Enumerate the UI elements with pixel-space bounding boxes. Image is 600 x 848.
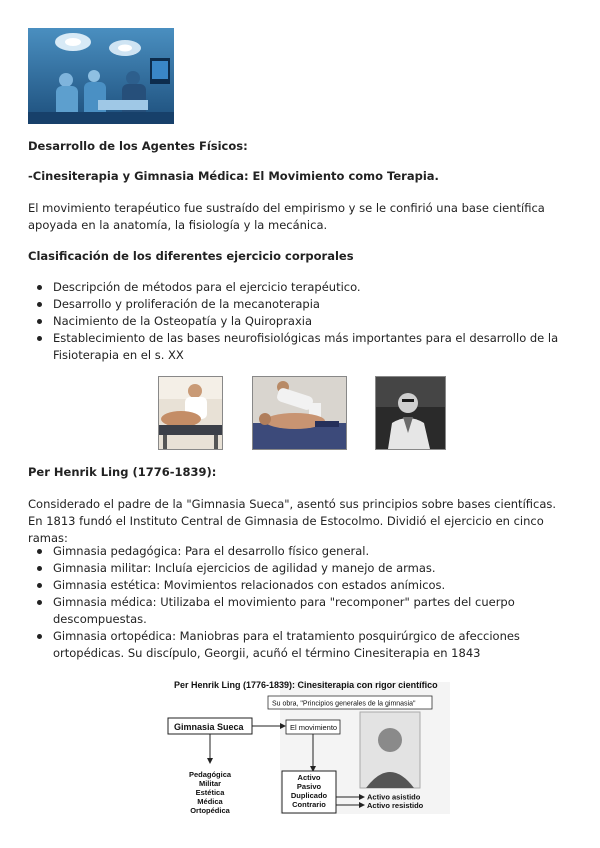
ling-portrait-head [378,728,402,752]
list-item: Nacimiento de la Osteopatía y la Quiropraxia [28,313,563,330]
list-item: Gimnasia ortopédica: Maniobras para el tratamiento posquirúrgico de afecciones ortopédicas. Su discípulo, Georgii, acuñó el término Cinesiterapia en 1843 [28,628,563,662]
diagram-title: Per Henrik Ling (1776-1839): Cinesiterapia con rigor científico [174,680,438,690]
branches-list [28,543,563,662]
branch-label: Médica [197,797,223,806]
heading-cinesiterapia: -Cinesiterapia y Gimnasia Médica: El Movimiento como Terapia. [28,169,439,183]
branch-label: Estética [195,788,225,797]
branch-label: Pedagógica [188,770,232,779]
arrow-head [207,758,213,764]
massage-photo [158,376,223,450]
list-item: Gimnasia estética: Movimientos relacionados con estados anímicos. [28,577,563,594]
list-item: Establecimiento de las bases neurofisiológicas más importantes para el desarrollo de la Fisioterapia en el s. XX [28,330,563,364]
list-item: Desarrollo y proliferación de la mecanoterapia [28,296,563,313]
active-type: Activo asistido [367,792,421,802]
main-box-label: Gimnasia Sueca [174,722,244,732]
movement-box-label: El movimiento [290,723,338,732]
branch-label: Ortopédica [190,806,230,815]
list-item: Gimnasia médica: Utilizaba el movimiento para "recomponer" partes del cuerpo descompuestas. [28,594,563,628]
movement-type: Activo [297,773,321,782]
book-title: Su obra, "Principios generales de la gimnasia" [272,700,416,708]
movement-type: Duplicado [290,791,328,800]
heading-agents: Desarrollo de los Agentes Físicos: [28,139,248,153]
list-item: Descripción de métodos para el ejercicio terapéutico. [28,279,563,296]
list-item: Gimnasia militar: Incluía ejercicios de agilidad y manejo de armas. [28,560,563,577]
classification-list [28,279,563,364]
heading-classification: Clasificación de los diferentes ejercicio corporales [28,249,354,263]
paragraph-ling: Considerado el padre de la "Gimnasia Sueca", asentó sus principios sobre bases científicas. En 1813 fundó el Instituto Central de Gimnasia de Estocolmo. Dividió el ejercicio en cinco ramas: [28,497,557,545]
ling-diagram [160,672,450,822]
heading-ling: Per Henrik Ling (1776-1839): [28,465,217,479]
active-type: Activo resistido [367,801,424,810]
list-item: Gimnasia pedagógica: Para el desarrollo físico general. [28,543,563,560]
movement-type: Contrario [292,800,326,809]
surgery-photo [28,28,174,124]
movement-type: Pasivo [296,782,322,791]
paragraph-movement: El movimiento terapéutico fue sustraído del empirismo y se le confirió una base científica apoyada en la anatomía, la fisiología y la mecánica. [28,201,545,232]
portrait-photo [375,376,446,450]
branch-label: Militar [198,779,222,788]
manipulation-photo [252,376,347,450]
